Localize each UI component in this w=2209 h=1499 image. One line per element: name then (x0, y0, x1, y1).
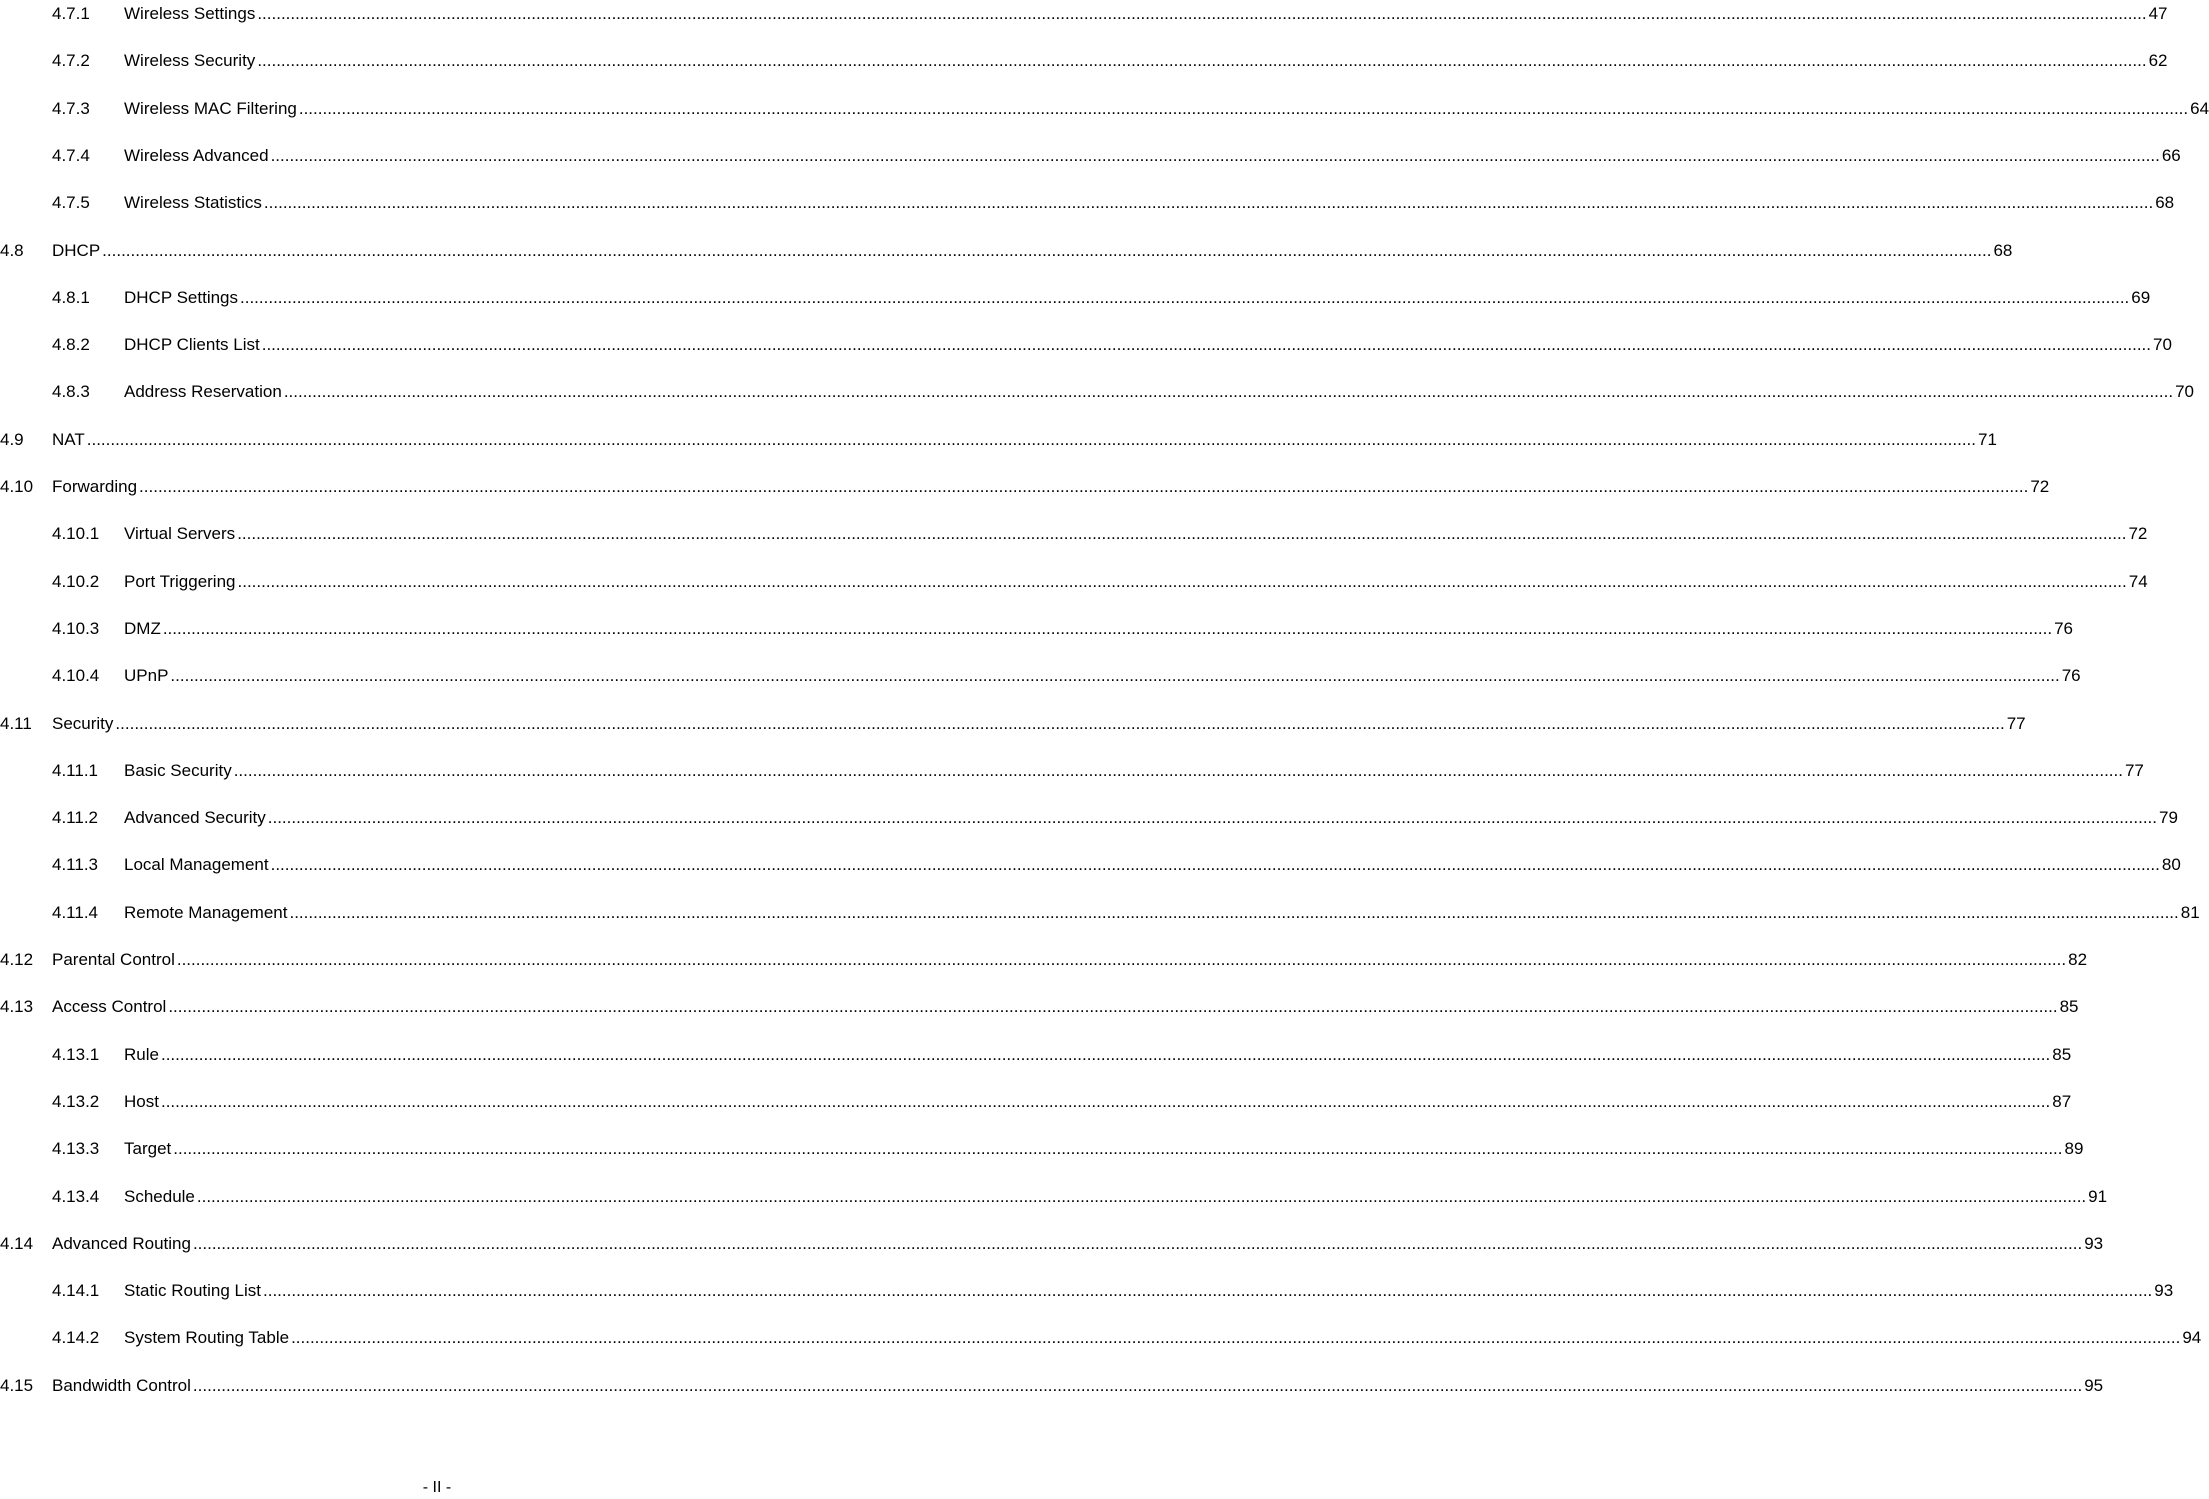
toc-dot-leader: ................................................................................................................................................................................................................................................................................................................................................................................................................ (291, 1328, 2181, 1347)
toc-entry-title: UPnP (124, 666, 169, 685)
toc-entry[interactable] (52, 284, 2151, 308)
toc-entry-title: Wireless Settings (124, 4, 256, 23)
toc-entry-page: 74 (2128, 572, 2148, 591)
toc-entry-number: 4.13.4 (52, 1187, 100, 1206)
toc-entry-number: 4.8 (0, 241, 24, 260)
toc-entry-number: 4.9 (0, 430, 24, 449)
toc-entry[interactable] (52, 142, 2181, 166)
toc-dot-leader: ................................................................................................................................................................................................................................................................................................................................................................................................................ (237, 572, 2127, 591)
toc-dot-leader: ................................................................................................................................................................................................................................................................................................................................................................................................................ (240, 288, 2130, 307)
toc-entry-title: Wireless Security (124, 51, 256, 70)
toc-entry-number: 4.13.3 (52, 1139, 100, 1158)
toc-entry[interactable] (0, 1372, 2104, 1396)
toc-entry-title: Virtual Servers (124, 524, 236, 543)
toc-entry-page: 80 (2161, 855, 2181, 874)
toc-entry-title: Forwarding (52, 477, 138, 496)
toc-dot-leader: ................................................................................................................................................................................................................................................................................................................................................................................................................ (298, 99, 2189, 118)
toc-entry-number: 4.7.1 (52, 4, 90, 23)
toc-dot-leader: ................................................................................................................................................................................................................................................................................................................................................................................................................ (267, 808, 2158, 827)
toc-entry-page: 76 (2061, 666, 2081, 685)
toc-entry-number: 4.10.2 (52, 572, 100, 591)
toc-entry-number: 4.10.4 (52, 666, 100, 685)
toc-entry-page: 70 (2175, 382, 2194, 401)
toc-entry-page: 68 (2155, 193, 2175, 212)
toc-entry[interactable] (52, 189, 2175, 213)
toc-entry-number: 4.10 (0, 477, 34, 496)
toc-entry-page: 69 (2131, 288, 2151, 307)
toc-entry[interactable] (52, 378, 2194, 402)
toc-entry-number: 4.7.5 (52, 193, 90, 212)
toc-dot-leader: ................................................................................................................................................................................................................................................................................................................................................................................................................ (102, 241, 1992, 260)
toc-dot-leader: ................................................................................................................................................................................................................................................................................................................................................................................................................ (115, 714, 2005, 733)
toc-entry-title: Basic Security (124, 761, 232, 780)
toc-entry[interactable] (52, 804, 2178, 828)
toc-entry[interactable] (52, 0, 2168, 24)
toc-entry[interactable] (0, 946, 2088, 970)
toc-entry-page: 76 (2054, 619, 2074, 638)
toc-entry[interactable] (52, 1183, 2108, 1207)
toc-entry-page: 47 (2148, 4, 2168, 23)
toc-entry-number: 4.8.2 (52, 335, 90, 354)
toc-entry[interactable] (52, 47, 2168, 71)
toc-entry-title: DHCP Settings (124, 288, 239, 307)
toc-entry-title: Advanced Security (124, 808, 266, 827)
toc-entry-title: Wireless MAC Filtering (124, 99, 297, 118)
toc-entry-number: 4.10.1 (52, 524, 100, 543)
toc-entry-page: 66 (2161, 146, 2181, 165)
toc-entry-page: 93 (2084, 1234, 2104, 1253)
toc-dot-leader: ................................................................................................................................................................................................................................................................................................................................................................................................................ (192, 1234, 2083, 1253)
toc-entry-number: 4.11.4 (52, 903, 99, 922)
toc-entry-number: 4.11 (0, 714, 32, 733)
toc-entry-page: 79 (2159, 808, 2178, 827)
toc-entry-number: 4.14.2 (52, 1328, 100, 1347)
toc-entry-page: 85 (2059, 997, 2079, 1016)
toc-entry[interactable] (52, 899, 2200, 923)
toc-entry-number: 4.7.3 (52, 99, 90, 118)
toc-entry-page: 85 (2052, 1045, 2072, 1064)
toc-entry[interactable] (0, 993, 2079, 1017)
toc-entry-title: Advanced Routing (52, 1234, 191, 1253)
toc-entry[interactable] (52, 1324, 2202, 1348)
toc-entry-title: Remote Management (124, 903, 288, 922)
toc-entry-page: 64 (2190, 99, 2209, 118)
toc-entry-number: 4.7.4 (52, 146, 90, 165)
toc-entry[interactable] (52, 1041, 2072, 1065)
toc-entry-title: Access Control (52, 997, 167, 1016)
toc-entry-title: System Routing Table (124, 1328, 290, 1347)
toc-dot-leader: ................................................................................................................................................................................................................................................................................................................................................................................................................ (263, 1281, 2153, 1300)
toc-entry-title: Host (124, 1092, 159, 1111)
toc-entry-number: 4.13.1 (52, 1045, 100, 1064)
toc-dot-leader: ................................................................................................................................................................................................................................................................................................................................................................................................................ (257, 51, 2147, 70)
toc-dot-leader: ................................................................................................................................................................................................................................................................................................................................................................................................................ (283, 382, 2174, 401)
toc-entry-page: 87 (2052, 1092, 2072, 1111)
toc-entry-page: 89 (2064, 1139, 2084, 1158)
toc-dot-leader: ................................................................................................................................................................................................................................................................................................................................................................................................................ (176, 950, 2067, 969)
toc-entry-number: 4.11.2 (52, 808, 99, 827)
toc-dot-leader: ................................................................................................................................................................................................................................................................................................................................................................................................................ (196, 1187, 2087, 1206)
toc-dot-leader: ................................................................................................................................................................................................................................................................................................................................................................................................................ (170, 666, 2060, 685)
toc-entry-page: 94 (2182, 1328, 2202, 1347)
toc-entry[interactable] (52, 615, 2074, 639)
toc-dot-leader: ................................................................................................................................................................................................................................................................................................................................................................................................................ (173, 1139, 2063, 1158)
toc-dot-leader: ................................................................................................................................................................................................................................................................................................................................................................................................................ (289, 903, 2179, 922)
toc-entry-title: Local Management (124, 855, 269, 874)
toc-entry-number: 4.14.1 (52, 1281, 100, 1300)
toc-entry-page: 81 (2180, 903, 2200, 922)
toc-entry-title: Security (52, 714, 114, 733)
toc-entry-page: 91 (2088, 1187, 2108, 1206)
toc-entry[interactable] (52, 520, 2148, 544)
toc-entry-title: Rule (124, 1045, 159, 1064)
toc-entry[interactable] (0, 237, 2013, 261)
toc-dot-leader: ................................................................................................................................................................................................................................................................................................................................................................................................................ (263, 193, 2154, 212)
toc-entry-number: 4.8.3 (52, 382, 90, 401)
toc-dot-leader: ................................................................................................................................................................................................................................................................................................................................................................................................................ (237, 524, 2127, 543)
toc-entry-title: Bandwidth Control (52, 1376, 191, 1395)
toc-entry-page: 71 (1978, 430, 1997, 449)
toc-entry-title: Address Reservation (124, 382, 282, 401)
toc-entry-title: Target (124, 1139, 172, 1158)
toc-dot-leader: ................................................................................................................................................................................................................................................................................................................................................................................................................ (261, 335, 2151, 354)
toc-entry-number: 4.7.2 (52, 51, 90, 70)
toc-entry[interactable] (52, 1135, 2084, 1159)
toc-entry-number: 4.14 (0, 1234, 34, 1253)
toc-entry-title: Port Triggering (124, 572, 236, 591)
toc-dot-leader: ................................................................................................................................................................................................................................................................................................................................................................................................................ (270, 855, 2160, 874)
toc-entry[interactable] (52, 1088, 2072, 1112)
page-number-footer: - II - (422, 1479, 452, 1496)
toc-dot-leader: ................................................................................................................................................................................................................................................................................................................................................................................................................ (160, 1045, 2051, 1064)
toc-entry-title: Wireless Advanced (124, 146, 269, 165)
toc-entry-title: Wireless Statistics (124, 193, 262, 212)
toc-entry-number: 4.13.2 (52, 1092, 100, 1111)
toc-entry-page: 72 (2030, 477, 2050, 496)
toc-entry-number: 4.11.3 (52, 855, 99, 874)
toc-entry-page: 68 (1993, 241, 2013, 260)
toc-entry-title: DMZ (124, 619, 161, 638)
toc-entry-page: 77 (2006, 714, 2026, 733)
toc-entry[interactable] (52, 757, 2144, 781)
toc-entry-title: Parental Control (52, 950, 175, 969)
toc-entry-title: NAT (52, 430, 85, 449)
toc-entry-page: 72 (2128, 524, 2148, 543)
toc-entry[interactable] (52, 662, 2081, 686)
toc-entry-page: 70 (2153, 335, 2172, 354)
toc-dot-leader: ................................................................................................................................................................................................................................................................................................................................................................................................................ (233, 761, 2123, 780)
toc-entry-title: Schedule (124, 1187, 195, 1206)
toc-entry[interactable] (52, 95, 2209, 119)
toc-entry[interactable] (0, 473, 2050, 497)
toc-entry[interactable] (52, 568, 2148, 592)
toc-dot-leader: ................................................................................................................................................................................................................................................................................................................................................................................................................ (162, 619, 2053, 638)
toc-entry-title: DHCP Clients List (124, 335, 260, 354)
toc-dot-leader: ................................................................................................................................................................................................................................................................................................................................................................................................................ (86, 430, 1977, 449)
toc-entry-number: 4.13 (0, 997, 34, 1016)
toc-entry-page: 82 (2068, 950, 2088, 969)
toc-entry[interactable] (0, 1230, 2104, 1254)
toc-entry[interactable] (0, 426, 1997, 450)
toc-entry-page: 93 (2154, 1281, 2174, 1300)
toc-entry[interactable] (0, 710, 2026, 734)
toc-dot-leader: ................................................................................................................................................................................................................................................................................................................................................................................................................ (168, 997, 2058, 1016)
toc-entry-number: 4.8.1 (52, 288, 90, 307)
toc-entry-number: 4.15 (0, 1376, 34, 1395)
toc-entry[interactable] (52, 851, 2181, 875)
toc-entry[interactable] (52, 1277, 2174, 1301)
toc-dot-leader: ................................................................................................................................................................................................................................................................................................................................................................................................................ (139, 477, 2029, 496)
toc-entry-number: 4.12 (0, 950, 34, 969)
toc-dot-leader: ................................................................................................................................................................................................................................................................................................................................................................................................................ (160, 1092, 2051, 1111)
toc-entry-number: 4.10.3 (52, 619, 100, 638)
toc-entry-page: 77 (2124, 761, 2144, 780)
toc-entry-title: Static Routing List (124, 1281, 262, 1300)
toc-entry-title: DHCP (52, 241, 101, 260)
toc-dot-leader: ................................................................................................................................................................................................................................................................................................................................................................................................................ (257, 4, 2147, 23)
toc-entry-page: 95 (2084, 1376, 2104, 1395)
toc-dot-leader: ................................................................................................................................................................................................................................................................................................................................................................................................................ (270, 146, 2160, 165)
toc-dot-leader: ................................................................................................................................................................................................................................................................................................................................................................................................................ (192, 1376, 2083, 1395)
toc-entry[interactable] (52, 331, 2172, 355)
toc-entry-number: 4.11.1 (52, 761, 99, 780)
toc-entry-page: 62 (2148, 51, 2168, 70)
